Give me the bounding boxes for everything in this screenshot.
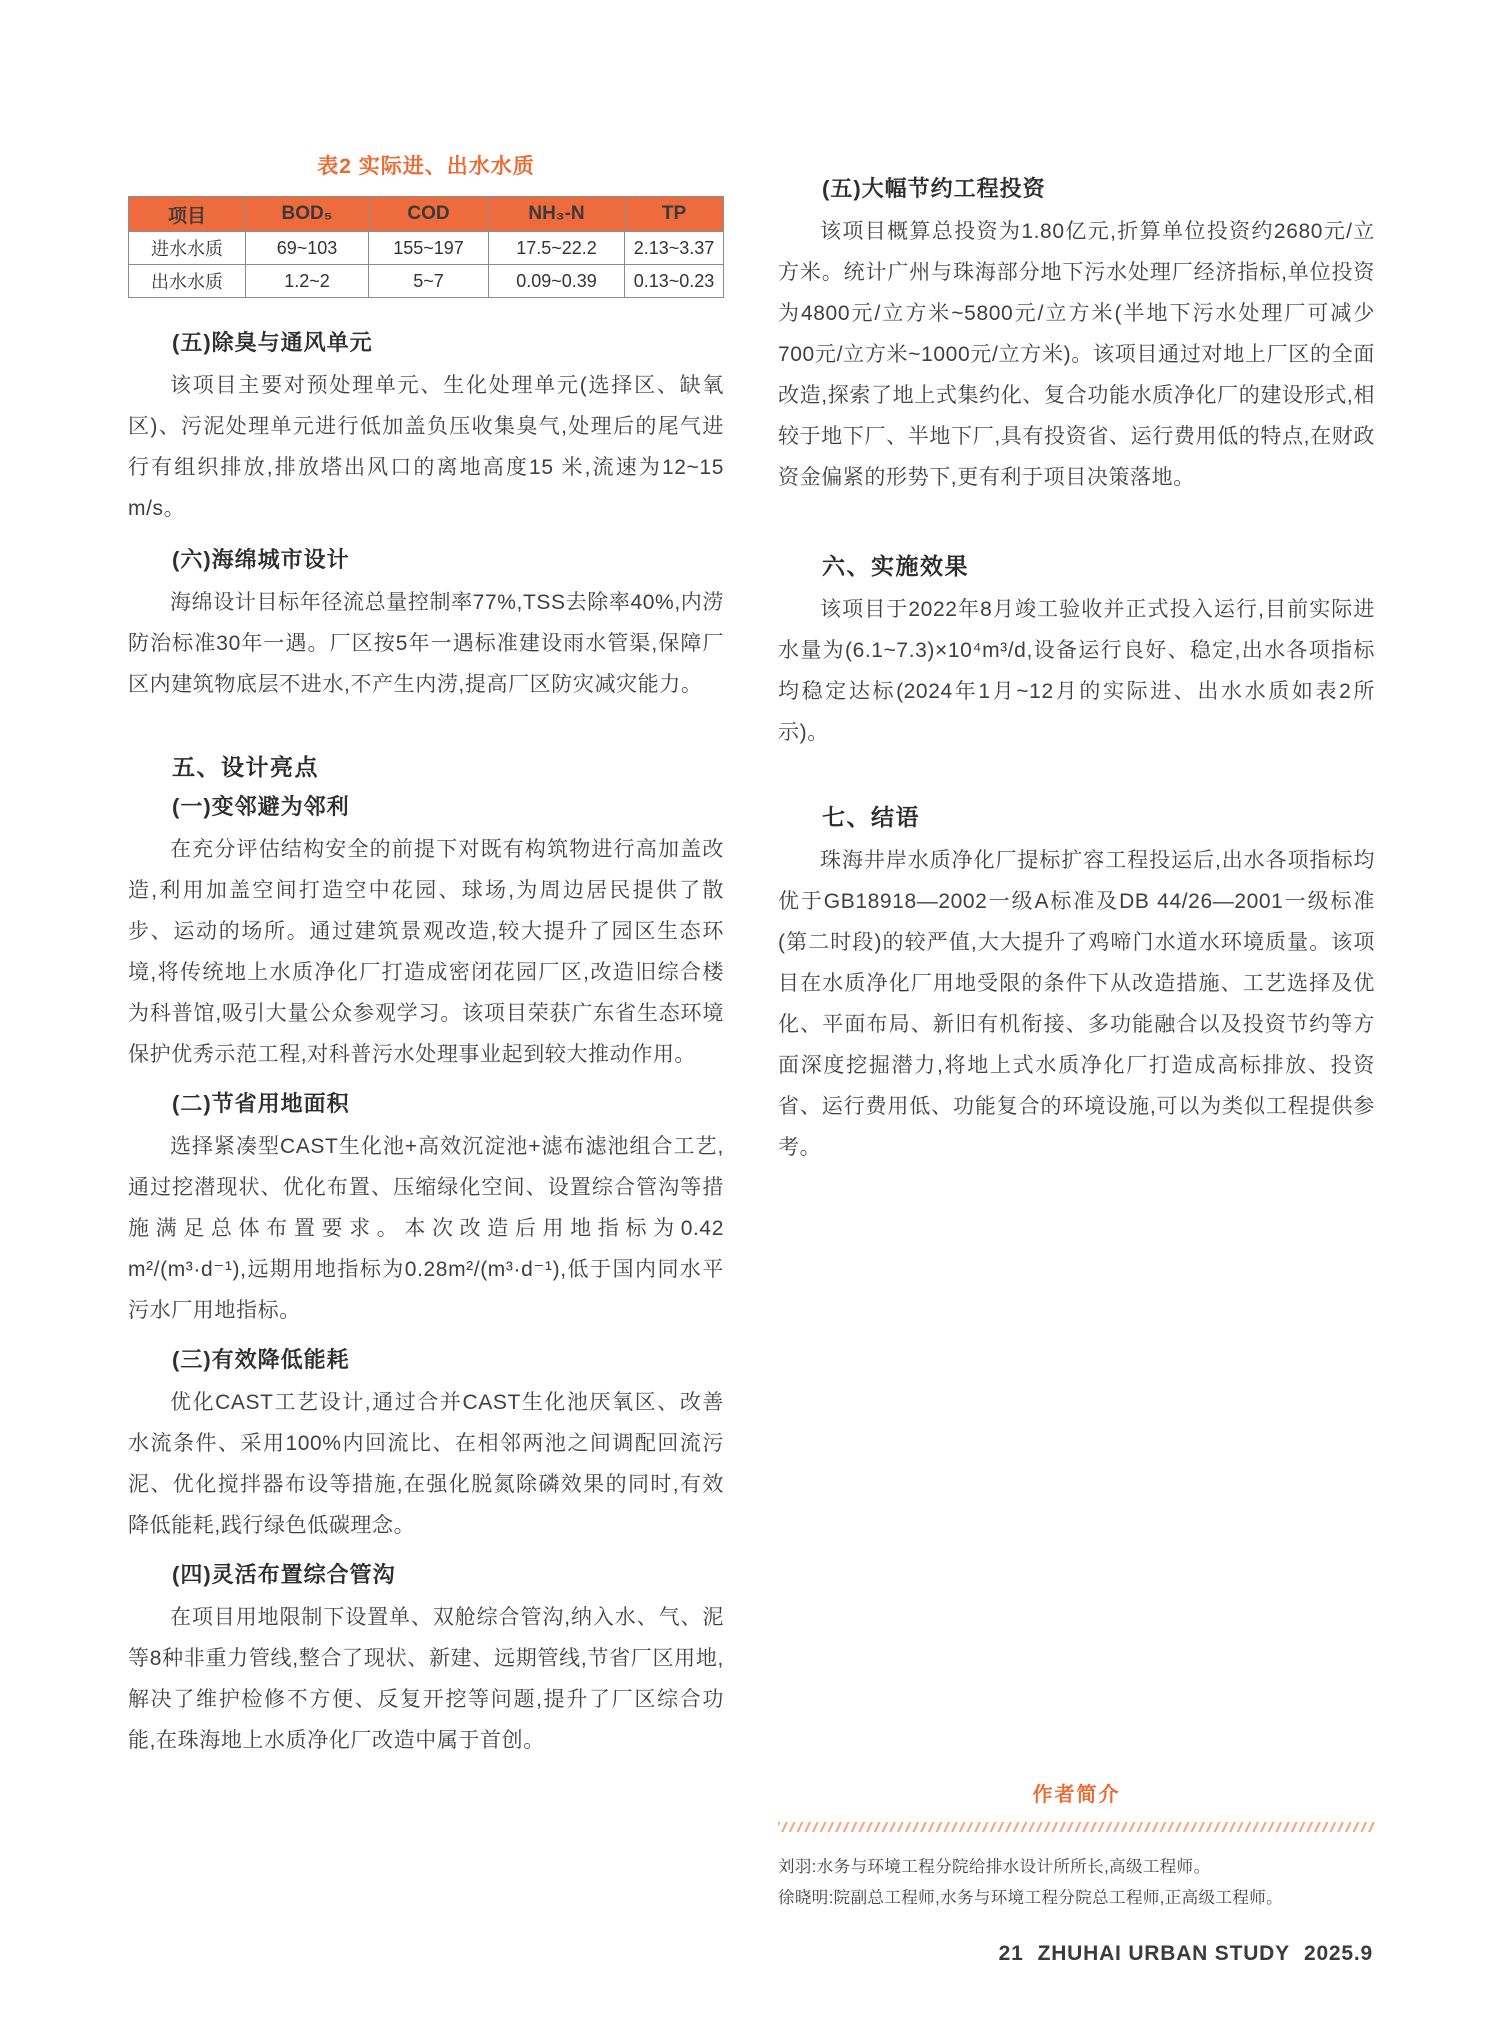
section-heading-sponge-city: (六)海绵城市设计 bbox=[172, 547, 350, 572]
cell: 进水水质 bbox=[129, 232, 246, 265]
chapter-heading-conclusion: 七、结语 bbox=[822, 804, 920, 830]
section-heading-neighbor: (一)变邻避为邻利 bbox=[172, 794, 350, 819]
table-header-row bbox=[129, 197, 724, 232]
hatch-divider bbox=[778, 1822, 1375, 1832]
col-header-nh3n: NH₃-N bbox=[489, 197, 625, 232]
cell: 0.13~0.23 bbox=[625, 265, 724, 298]
water-quality-table bbox=[128, 196, 724, 298]
body-paragraph: 在项目用地限制下设置单、双舱综合管沟,纳入水、气、泥等8种非重力管线,整合了现状、新建、远期管线,节省厂区用地,解决了维护检修不方便、反复开挖等问题,提升了厂区综合功能,在珠海地上水质净化厂改造中属于首创。 bbox=[128, 1606, 724, 1752]
section-heading-energy: (三)有效降低能耗 bbox=[172, 1347, 350, 1372]
col-header-cod: COD bbox=[369, 197, 489, 232]
col-header-bod5: BOD₅ bbox=[246, 197, 369, 232]
table-row-effluent bbox=[129, 265, 724, 298]
body-paragraph: 在充分评估结构安全的前提下对既有构筑物进行高加盖改造,利用加盖空间打造空中花园、球场,为周边居民提供了散步、运动的场所。通过建筑景观改造,较大提升了园区生态环境,将传统地上水质净化厂打造成密闭花园厂区,改造旧综合楼为科普馆,吸引大量公众参观学习。该项目荣获广东省生态环境保护优秀示范工程,对科普污水处理事业起到较大推动作用。 bbox=[128, 838, 724, 1066]
section-heading-utility-tunnel: (四)灵活布置综合管沟 bbox=[172, 1562, 396, 1587]
right-column bbox=[778, 172, 1375, 1168]
cell: 1.2~2 bbox=[246, 265, 369, 298]
page-footer bbox=[999, 1942, 1373, 1966]
author-bio-list bbox=[778, 1852, 1375, 1914]
page-number: 21 bbox=[998, 1942, 1024, 1965]
cell: 出水水质 bbox=[129, 265, 246, 298]
table-row-influent bbox=[129, 232, 724, 265]
section-heading-land-saving: (二)节省用地面积 bbox=[172, 1091, 350, 1116]
cell: 17.5~22.2 bbox=[489, 232, 625, 265]
author-bio-line: 徐晓明:院副总工程师,水务与环境工程分院总工程师,正高级工程师。 bbox=[778, 1889, 1284, 1907]
col-header-item: 项目 bbox=[129, 197, 246, 232]
cell: 155~197 bbox=[369, 232, 489, 265]
author-bio-line: 刘羽:水务与环境工程分院给排水设计所所长,高级工程师。 bbox=[778, 1858, 1211, 1876]
body-paragraph: 该项目概算总投资为1.80亿元,折算单位投资约2680元/立方米。统计广州与珠海部分地下污水处理厂经济指标,单位投资为4800元/立方米~5800元/立方米(半地下污水处理厂可减少700元/立方米~1000元/立方米)。该项目通过对地上厂区的全面改造,探索了地上式集约化、复合功能水质净化厂的建设形式,相较于地下厂、半地下厂,具有投资省、运行费用低的特点,在财政资金偏紧的形势下,更有利于项目决策落地。 bbox=[778, 220, 1375, 489]
body-paragraph: 优化CAST工艺设计,通过合并CAST生化池厌氧区、改善水流条件、采用100%内回流比、在相邻两池之间调配回流污泥、优化搅拌器布设等措施,在强化脱氮除磷效果的同时,有效降低能耗,践行绿色低碳理念。 bbox=[128, 1391, 724, 1537]
body-paragraph: 该项目主要对预处理单元、生化处理单元(选择区、缺氧区)、污泥处理单元进行低加盖负压收集臭气,处理后的尾气进行有组织排放,排放塔出风口的离地高度15 米,流速为12~15 m/s。 bbox=[128, 374, 724, 520]
journal-name: ZHUHAI URBAN STUDY bbox=[1037, 1942, 1290, 1965]
chapter-heading-design-highlights: 五、设计亮点 bbox=[172, 754, 319, 780]
cell: 5~7 bbox=[369, 265, 489, 298]
cell: 69~103 bbox=[246, 232, 369, 265]
body-paragraph: 海绵设计目标年径流总量控制率77%,TSS去除率40%,内涝防治标准30年一遇。厂区按5年一遇标准建设雨水管渠,保障厂区内建筑物底层不进水,不产生内涝,提高厂区防灾减灾能力。 bbox=[128, 591, 724, 696]
cell: 0.09~0.39 bbox=[489, 265, 625, 298]
body-paragraph: 选择紧凑型CAST生化池+高效沉淀池+滤布滤池组合工艺,通过挖潜现状、优化布置、压缩绿化空间、设置综合管沟等措施满足总体布置要求。本次改造后用地指标为0.42 m²/(m³·d⁻¹),远期用地指标为0.28m²/(m³·d⁻¹),低于国内同水平污水厂用地指标。 bbox=[128, 1135, 724, 1322]
author-bio-box bbox=[778, 1778, 1375, 1914]
table-title: 表2 实际进、出水水质 bbox=[317, 155, 535, 178]
author-bio-title: 作者简介 bbox=[1032, 1784, 1121, 1806]
section-heading-investment-saving: (五)大幅节约工程投资 bbox=[822, 176, 1046, 201]
body-paragraph: 珠海井岸水质净化厂提标扩容工程投运后,出水各项指标均优于GB18918—2002一级A标准及DB 44/26—2001一级标准(第二时段)的较严值,大大提升了鸡啼门水道水环境质量。该项目在水质净化厂用地受限的条件下从改造措施、工艺选择及优化、平面布局、新旧有机衔接、多功能融合以及投资节约等方面深度挖掘潜力,将地上式水质净化厂打造成高标排放、投资省、运行费用低、功能复合的环境设施,可以为类似工程提供参考。 bbox=[778, 849, 1375, 1159]
left-column bbox=[128, 150, 724, 1761]
chapter-heading-implementation-effect: 六、实施效果 bbox=[822, 553, 969, 579]
issue-date: 2025.9 bbox=[1303, 1942, 1373, 1965]
col-header-tp: TP bbox=[625, 197, 724, 232]
cell: 2.13~3.37 bbox=[625, 232, 724, 265]
body-paragraph: 该项目于2022年8月竣工验收并正式投入运行,目前实际进水量为(6.1~7.3)×10⁴m³/d,设备运行良好、稳定,出水各项指标均稳定达标(2024年1月~12月的实际进、出水水质如表2所示)。 bbox=[778, 598, 1375, 744]
section-heading-deodorization: (五)除臭与通风单元 bbox=[172, 330, 373, 355]
